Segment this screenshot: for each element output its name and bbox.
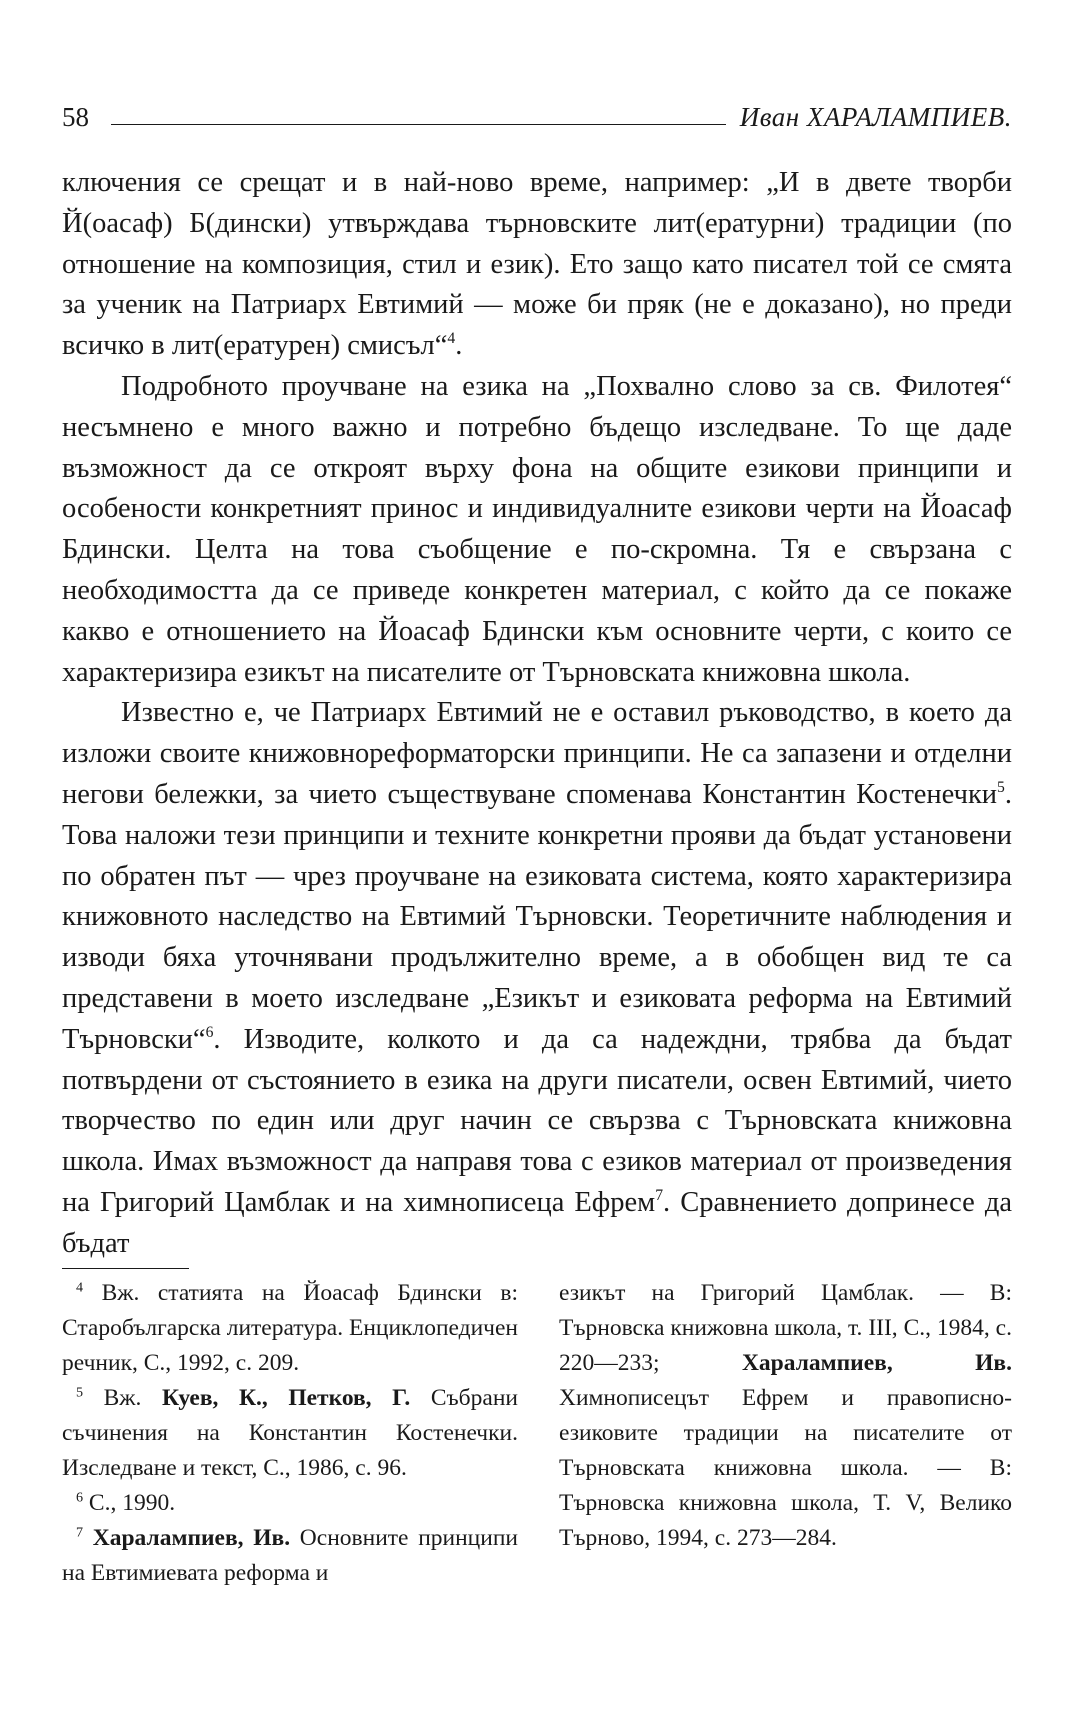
footnote-ref-4[interactable]: 4 [447, 330, 456, 348]
paragraph-3 [62, 693, 1012, 1264]
footnote-6 [62, 1486, 518, 1521]
paragraph-3-text-d: . Сравнението допринесе да бъдат [62, 1186, 1012, 1259]
footnote-separator [62, 1268, 189, 1269]
main-text [62, 163, 1012, 1265]
footnote-ref-5[interactable]: 5 [997, 778, 1005, 796]
footnote-5-authors: Куев, К., Петков, Г. [161, 1385, 411, 1411]
footnote-5 [62, 1381, 518, 1486]
footnote-6-text: С., 1990. [83, 1490, 176, 1516]
footnote-4 [62, 1276, 518, 1381]
footnote-5-text: Събрани съчинения на Константин Костенечки. Изследване и текст, С., 1986, с. 96. [62, 1385, 518, 1481]
footnotes-right-column [559, 1276, 1012, 1556]
paragraph-1-end: . [455, 330, 463, 362]
paragraph-3-text-b: . Това наложи тези принципи и техните конкретни прояви да бъдат установени по обратен път — чрез проучване на езиковата система, която характеризира книжовното наследство на Евтимий Търновски. Теоретичните наблюдения и изводи бяха уточнявани продължително време, а в обобщен вид те са представени в моето изследване „Езикът и езиковата реформа на Евтимий Търновски“ [62, 778, 1012, 1055]
footnote-5-number: 5 [76, 1384, 84, 1401]
footnote-4-text: Вж. статията на Йоасаф Бдински в: Старобългарска литература. Енциклопедичен речник, С., 1992, с. 209. [62, 1280, 518, 1376]
footnote-ref-7[interactable]: 7 [655, 1186, 664, 1204]
footnotes-left-column [62, 1276, 518, 1591]
footnote-7-text: Основните принципи на Евтимиевата реформа и [62, 1525, 518, 1586]
paragraph-2: Подробното проучване на езика на „Похвално слово за св. Филотея“ несъмнено е много важно и потребно бъдещо изследване. То ще даде възможност да се откроят върху фона на общите езикови принципи и особености конкретният принос и индивидуалните езикови черти на Йоасаф Бдински. Целта на това съобщение е по-скромна. Тя е свързана с необходимостта да се приведе конкретен материал, с който да се покаже какво е отношението на Йоасаф Бдински към основните черти, с които се характеризира езикът на писателите от Търновската книжовна школа. [62, 370, 1012, 688]
footnote-5-prefix: Вж. [83, 1385, 162, 1411]
running-header [62, 104, 1012, 131]
footnote-7-cont-author: Харалампиев, Ив. [741, 1350, 1012, 1376]
footnote-6-number: 6 [76, 1489, 84, 1506]
footnote-ref-6[interactable]: 6 [205, 1023, 214, 1041]
paragraph-1-text: ключения се срещат и в най-ново време, например: „И в двете творби Й(оасаф) Б(дински) утвърждава търновските лит(ературни) традиции (по отношение на композиция, стил и език). Ето защо като писател той се смята за ученик на Патриарх Евтимий — може би пряк (не е доказано), но преди всичко в лит(ературен) смисъл“ [62, 167, 1012, 362]
footnote-7-continued [559, 1276, 1012, 1556]
paragraph-3-text-c: . Изводите, колкото и да са надеждни, трябва да бъдат потвърдени от състоянието в езика на други писатели, освен Евтимий, чието творчество по един или друг начин се свързва с Търновската книжовна школа. Имах възможност да направя това с езиков материал от произведения на Григорий Цамблак и на химнописеца Ефрем [62, 1023, 1012, 1218]
footnote-7-cont-text-b: Химнописецът Ефрем и правописно-езиковите традиции на писателите от Търновската книжовна школа. — В: Търновска книжовна школа, Т. V, Велико Търново, 1994, с. 273—284. [559, 1385, 1012, 1551]
header-rule [111, 124, 726, 125]
running-header-author: Иван ХАРАЛАМПИЕВ. [739, 102, 1012, 132]
footnote-7-number: 7 [76, 1524, 84, 1541]
paragraph-1 [62, 163, 1012, 367]
page-number: 58 [62, 102, 89, 132]
paragraph-3-text-a: Известно е, че Патриарх Евтимий не е оставил ръководство, в което да изложи своите книжовнореформаторски принципи. Не са запазени и отделни негови бележки, за чието съществуване споменава Константин Костенечки [62, 697, 1012, 810]
footnote-4-number: 4 [76, 1279, 84, 1296]
footnote-7-author: Харалампиев, Ив. [83, 1525, 291, 1551]
footnote-7 [62, 1521, 518, 1591]
footnote-7-cont-text-a: езикът на Григорий Цамблак. — В: Търновска книжовна школа, т. III, С., 1984, с. 220—233; [559, 1280, 1012, 1376]
